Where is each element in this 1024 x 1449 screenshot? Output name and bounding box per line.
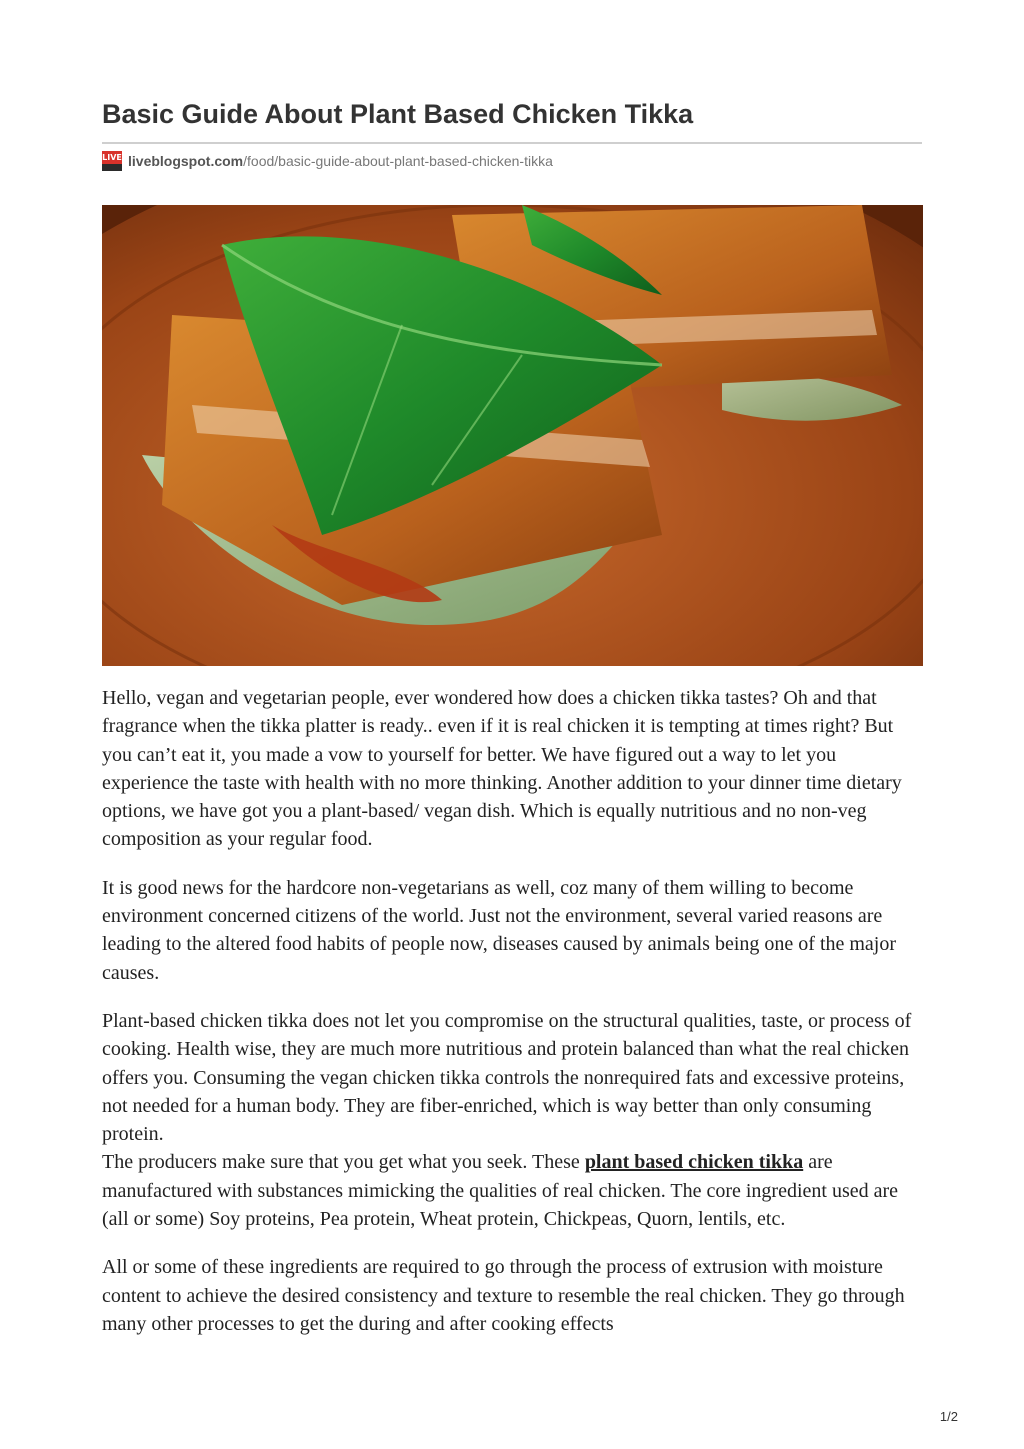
- paragraph-3: [102, 1007, 926, 1233]
- source-path[interactable]: /food/basic-guide-about-plant-based-chicken-tikka: [243, 153, 553, 169]
- page-indicator: 1/2: [939, 1409, 958, 1424]
- plant-based-chicken-tikka-link[interactable]: plant based chicken tikka: [584, 1151, 804, 1174]
- paragraph-2: It is good news for the hardcore non-vegetarians as well, coz many of them willing to become environment concerned citizens of the world. Just not the environment, several varied reasons are leading to the altered food habits of people now, diseases caused by animals being one of the major causes.: [102, 876, 897, 984]
- hero-image: [102, 205, 923, 666]
- source-domain[interactable]: liveblogspot.com: [128, 153, 244, 169]
- title-divider: [102, 142, 922, 144]
- site-favicon-icon: [102, 151, 122, 171]
- favicon-label: LIVE: [102, 153, 122, 162]
- source-line: [102, 150, 553, 172]
- paragraph-1: Hello, vegan and vegetarian people, ever wondered how does a chicken tikka tastes? Oh and that fragrance when the tikka platter is ready.. even if it is real chicken it is tempting at times right? But you can’t eat it, you made a vow to yourself for better. We have figured out a way to let you experience the taste with health with no more thinking. Another addition to your dinner time dietary options, we have got you a plant-based/ vegan dish. Which is equally nutritious and no non-veg composition as your regular food.: [102, 687, 902, 851]
- article-body: [102, 684, 926, 1358]
- paragraph-3-text: Plant-based chicken tikka does not let you compromise on the structural qualities, taste, or process of cooking. Health wise, they are much more nutritious and protein balanced than what the real chicken offers you. Consuming the vegan chicken tikka controls the nonrequired fats and excessive proteins, not needed for a human body. They are fiber-enriched, which is way better than only consuming protein.: [102, 1009, 912, 1146]
- paragraph-3-tail: are manufactured with substances mimicking the qualities of real chicken. The core ingredient used are (all or some) Soy proteins, Pea protein, Wheat protein, Chickpeas, Quorn, lentils, etc.: [102, 1151, 899, 1231]
- food-photo-icon: [102, 205, 923, 666]
- paragraph-3-lead: The producers make sure that you get what you seek. These: [102, 1151, 585, 1174]
- article-title: Basic Guide About Plant Based Chicken Tikka: [102, 99, 694, 129]
- paragraph-4: All or some of these ingredients are required to go through the process of extrusion with moisture content to achieve the desired consistency and texture to resemble the real chicken. They go through many other processes to get the during and after cooking effects: [102, 1256, 905, 1335]
